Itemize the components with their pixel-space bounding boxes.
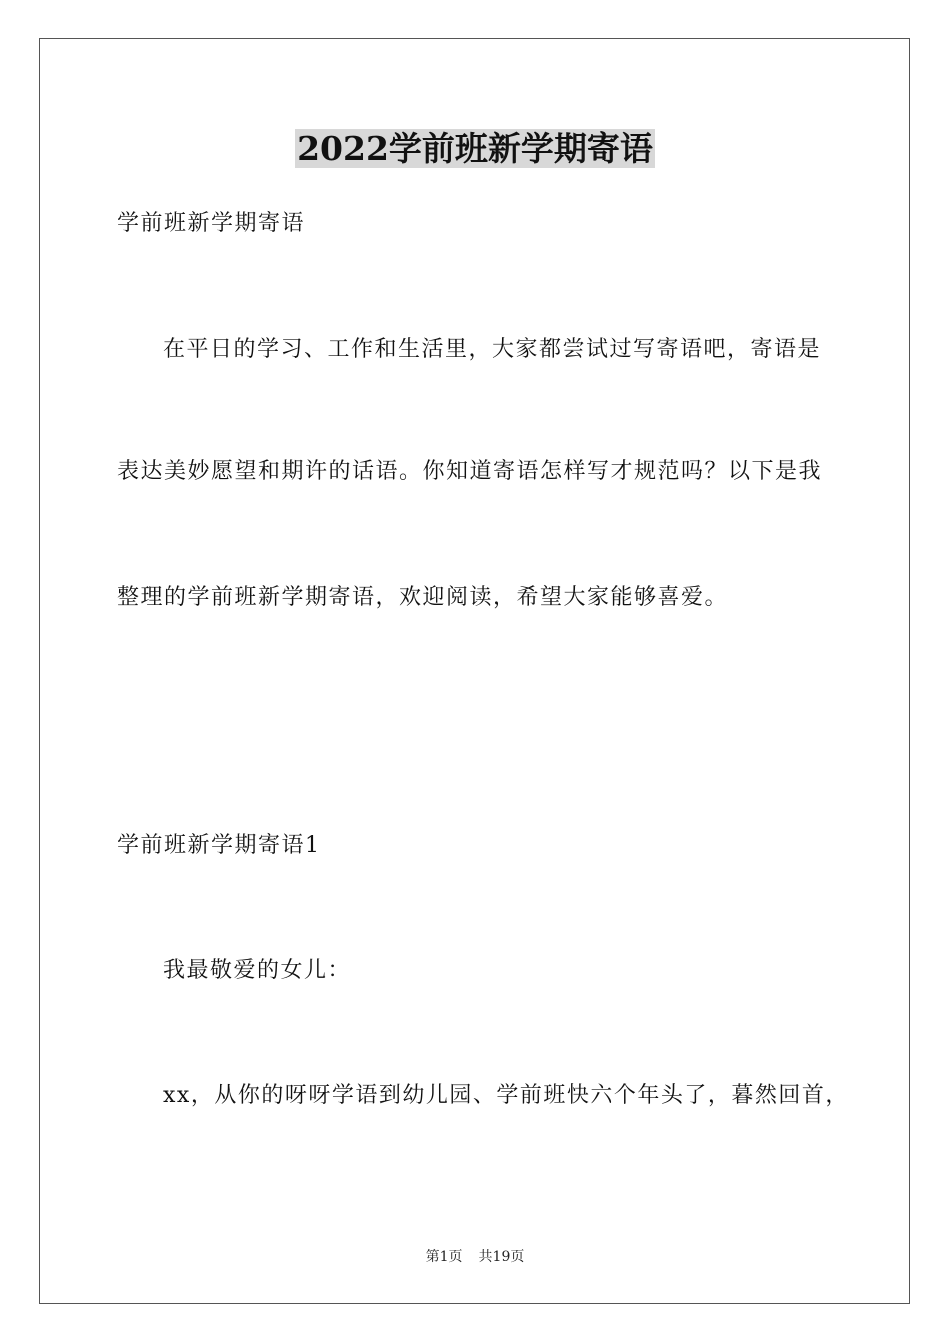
page-number-total: 共19页 bbox=[478, 1249, 525, 1265]
intro-line-2: 表达美妙愿望和期许的话语。你知道寄语怎样写才规范吗？以下是我 bbox=[117, 459, 823, 484]
greeting-line: 我最敬爱的女儿： bbox=[163, 958, 352, 983]
body-line-1: xx，从你的呀呀学语到幼儿园、学前班快六个年头了，暮然回首， bbox=[163, 1083, 849, 1108]
intro-line-3: 整理的学前班新学期寄语，欢迎阅读，希望大家能够喜爱。 bbox=[117, 585, 729, 610]
page-footer bbox=[0, 1247, 950, 1267]
page-number-current: 第1页 bbox=[425, 1249, 463, 1265]
section-heading: 学前班新学期寄语1 bbox=[117, 833, 321, 858]
document-title-text: 2022学前班新学期寄语 bbox=[297, 129, 653, 168]
intro-line-1: 在平日的学习、工作和生活里，大家都尝试过写寄语吧，寄语是 bbox=[163, 337, 822, 362]
document-subtitle: 学前班新学期寄语 bbox=[117, 211, 306, 236]
document-title bbox=[0, 128, 950, 170]
